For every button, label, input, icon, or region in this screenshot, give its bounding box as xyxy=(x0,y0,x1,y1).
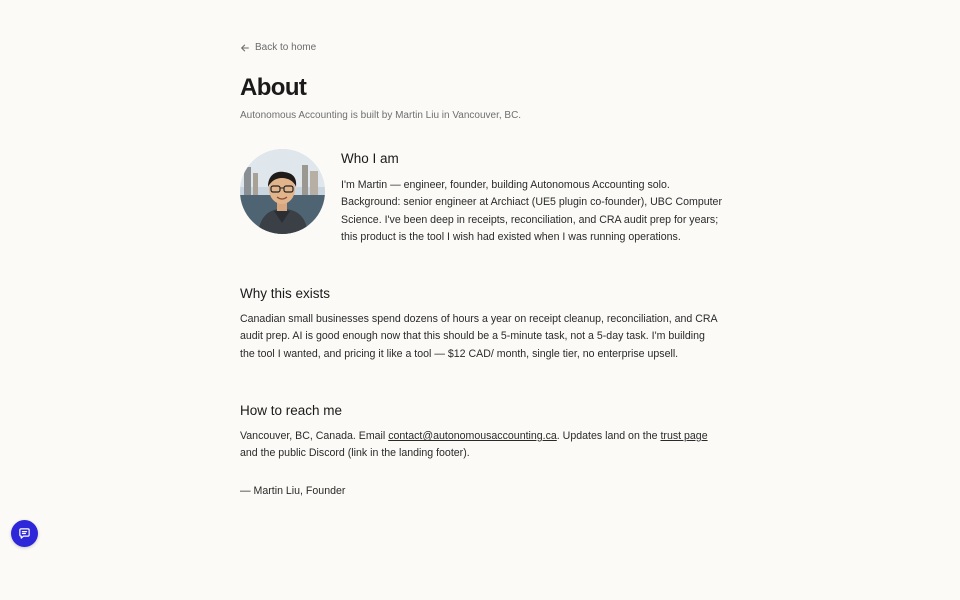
page-title: About xyxy=(240,74,307,101)
reach-text-location: Vancouver, BC, Canada. Email xyxy=(240,430,389,442)
reach-text-end: and the public Discord (link in the landing footer). xyxy=(240,447,470,460)
reach-text-middle: . Updates land on the xyxy=(556,430,661,442)
back-to-home-link[interactable] xyxy=(240,42,316,53)
arrow-left-icon xyxy=(240,43,250,53)
why-this-exists-heading: Why this exists xyxy=(240,286,331,301)
who-i-am-section xyxy=(341,150,726,247)
why-this-exists-section xyxy=(240,285,720,363)
how-to-reach-me-text xyxy=(240,428,720,463)
signoff: — Martin Liu, Founder xyxy=(240,485,346,497)
how-to-reach-me-section xyxy=(240,402,720,463)
email-link[interactable]: contact@autonomousaccounting.ca xyxy=(388,430,557,442)
who-i-am-heading: Who I am xyxy=(341,151,399,166)
chat-bubble-icon xyxy=(18,527,31,540)
back-link-label: Back to home xyxy=(255,42,317,53)
avatar xyxy=(240,149,325,234)
page-subtitle: Autonomous Accounting is built by Martin Liu in Vancouver, BC. xyxy=(240,110,522,121)
why-this-exists-text: Canadian small businesses spend dozens of hours a year on receipt cleanup, reconciliation, and CRA audit prep. AI is good enough now that this should be a 5-minute task, not a 5-day task. I'm building the tool I wanted, and pricing it like a tool — $12 CAD/ month, single tier, no enterprise upsell. xyxy=(240,313,718,360)
chat-button[interactable] xyxy=(11,520,38,547)
who-i-am-text: I'm Martin — engineer, founder, building Autonomous Accounting solo. Background: senior engineer at Archiact (UE5 plugin co-founder), UBC Computer Science. I've been deep in receipts, reconciliation, and CRA audit prep for years; this product is the tool I wish had existed when I was running operations. xyxy=(341,179,722,244)
how-to-reach-me-heading: How to reach me xyxy=(240,403,343,418)
trust-page-link[interactable]: trust page xyxy=(660,430,708,442)
